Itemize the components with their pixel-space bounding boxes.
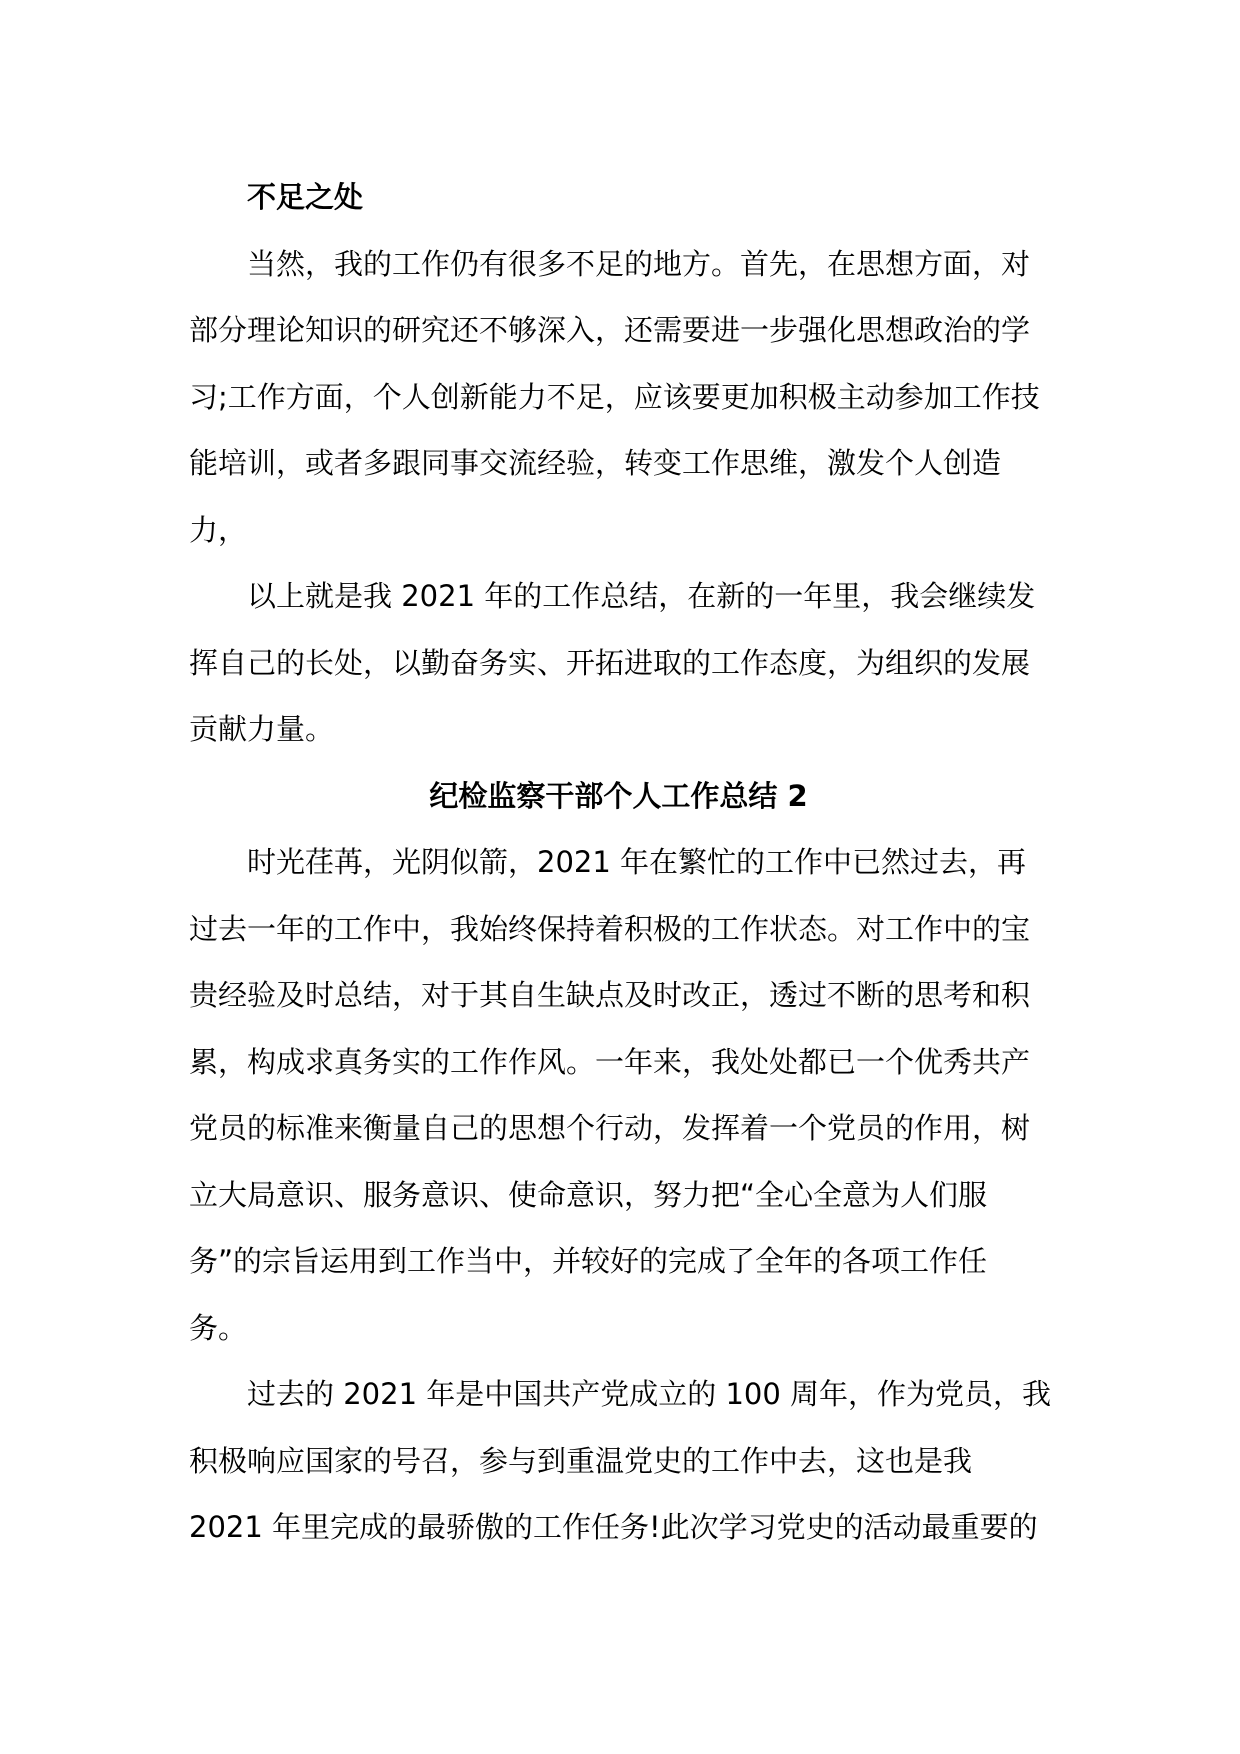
paragraph-line: 务。 — [189, 1310, 248, 1345]
paragraph-line: 党员的标准来衡量自己的思想个行动，发挥着一个党员的作用，树 — [189, 1111, 1031, 1145]
paragraph — [189, 829, 1048, 1361]
paragraph-line: 积极响应国家的号召，参与到重温党史的工作中去，这也是我 — [189, 1443, 973, 1478]
paragraph-line: 2021 年里完成的最骄傲的工作任务!此次学习党史的活动最重要的 — [189, 1510, 1038, 1544]
paragraph-line: 过去一年的工作中，我始终保持着积极的工作状态。对工作中的宝 — [189, 911, 1031, 946]
paragraph-line: 务”的宗旨运用到工作当中，并较好的完成了全年的各项工作任 — [189, 1244, 988, 1278]
paragraph-line: 能培训，或者多跟同事交流经验，转变工作思维，激发个人创造 — [189, 446, 1002, 480]
document-title: 纪检监察干部个人工作总结 2 — [429, 778, 808, 813]
paragraph-line: 以上就是我 2021 年的工作总结，在新的一年里，我会继续发 — [247, 579, 1036, 613]
paragraph-line: 贡献力量。 — [189, 712, 335, 746]
paragraph-line: 过去的 2021 年是中国共产党成立的 100 周年，作为党员，我 — [247, 1377, 1052, 1411]
paragraph-line: 挥自己的长处，以勤奋务实、开拓进取的工作态度，为组织的发展 — [189, 645, 1031, 680]
paragraph-line: 贵经验及时总结，对于其自生缺点及时改正，透过不断的思考和积 — [189, 978, 1031, 1012]
paragraph-line: 力， — [189, 512, 248, 547]
paragraph-line: 时光荏苒，光阴似箭，2021 年在繁忙的工作中已然过去，再 — [247, 845, 1027, 879]
paragraph-line: 累，构成求真务实的工作作风。一年来，我处处都已一个优秀共产 — [189, 1044, 1031, 1079]
paragraph-line: 当然，我的工作仍有很多不足的地方。首先，在思想方面，对 — [247, 246, 1031, 281]
paragraph-line: 立大局意识、服务意识、使命意识，努力把“全心全意为人们服 — [189, 1177, 988, 1212]
paragraph-line: 习;工作方面，个人创新能力不足，应该要更加积极主动参加工作技 — [189, 379, 1040, 414]
paragraph-line: 部分理论知识的研究还不够深入，还需要进一步强化思想政治的学 — [189, 313, 1031, 347]
paragraph — [189, 1361, 1052, 1561]
paragraph — [189, 231, 1048, 564]
paragraph — [189, 563, 1048, 763]
section-heading: 不足之处 — [247, 180, 364, 214]
